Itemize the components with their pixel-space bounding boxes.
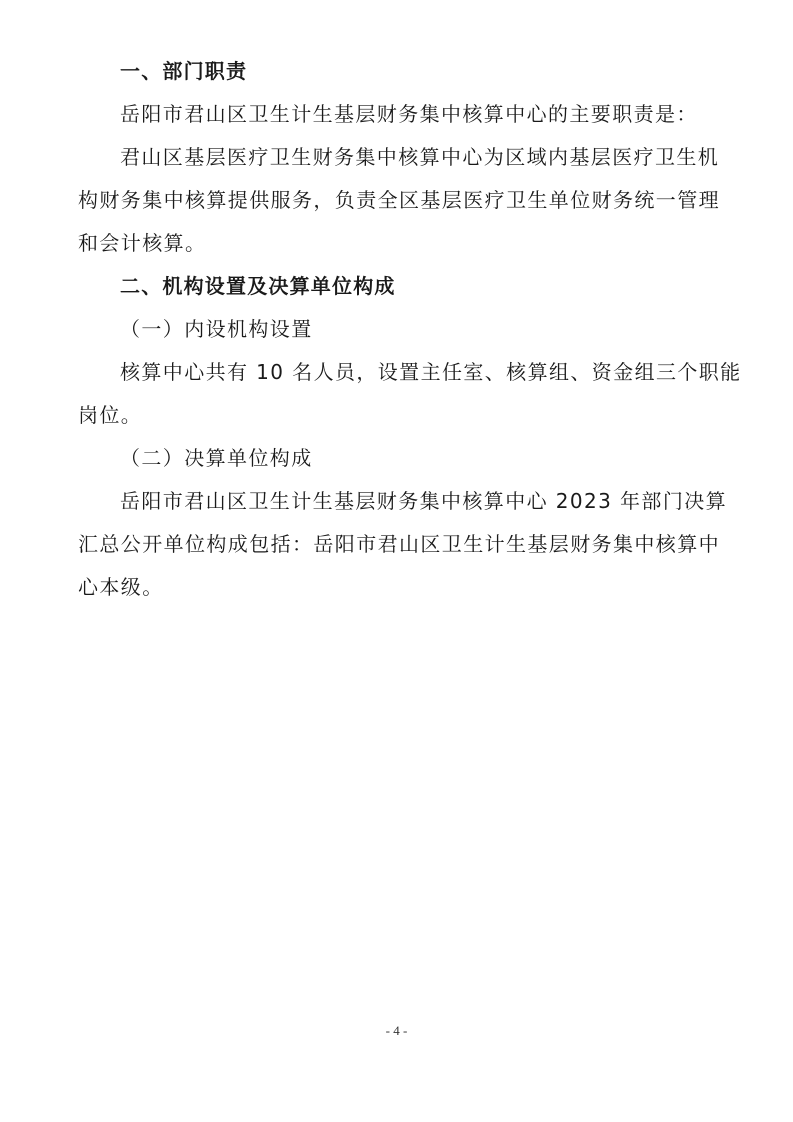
subsection-heading-budget-units: （二）决算单位构成 <box>120 446 313 470</box>
internal-setup-body-line: 核算中心共有 10 名人员，设置主任室、核算组、资金组三个职能 <box>120 360 742 384</box>
section-heading-duties: 一、部门职责 <box>120 59 248 83</box>
duties-body-line: 和会计核算。 <box>78 231 207 255</box>
page-number: - 4 - <box>385 1023 408 1038</box>
duties-body-line: 君山区基层医疗卫生财务集中核算中心为区域内基层医疗卫生机 <box>120 145 720 169</box>
section-heading-structure: 二、机构设置及决算单位构成 <box>120 274 396 298</box>
budget-units-body-line: 岳阳市君山区卫生计生基层财务集中核算中心 2023 年部门决算 <box>120 489 728 513</box>
duties-body-line: 构财务集中核算提供服务，负责全区基层医疗卫生单位财务统一管理 <box>78 188 720 212</box>
internal-setup-body-line: 岗位。 <box>78 403 143 427</box>
budget-units-body-line: 心本级。 <box>78 575 164 599</box>
budget-units-body-line: 汇总公开单位构成包括：岳阳市君山区卫生计生基层财务集中核算中 <box>78 532 720 556</box>
duties-intro-paragraph: 岳阳市君山区卫生计生基层财务集中核算中心的主要职责是： <box>120 102 698 126</box>
subsection-heading-internal-setup: （一）内设机构设置 <box>120 317 313 341</box>
